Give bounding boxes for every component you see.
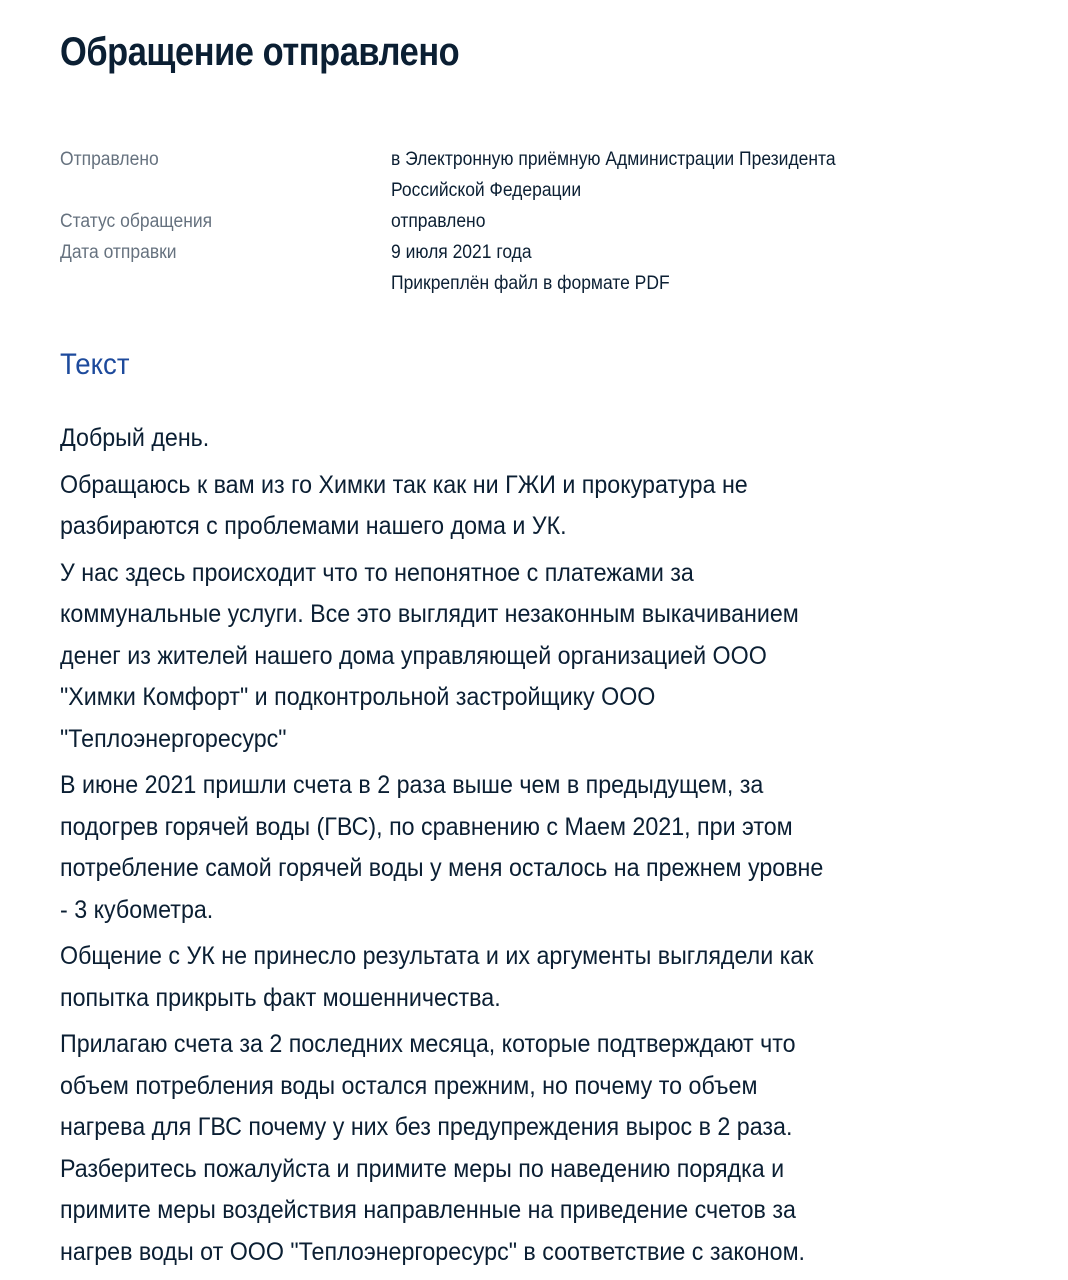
text-line: потребление самой горячей воды у меня осталось на прежнем уровне [60, 854, 824, 882]
text-line: В июне 2021 пришли счета в 2 раза выше чем в предыдущем, за [60, 771, 764, 799]
status-value [391, 206, 906, 237]
text-line: Добрый день. [60, 424, 210, 452]
text-line: подогрев горячей воды (ГВС), по сравнению с Маем 2021, при этом [60, 812, 793, 841]
text-line: примите меры воздействия направленные на приведение счетов за [60, 1196, 796, 1224]
detail-label: Статус обращения [60, 211, 213, 232]
appeal-details [60, 144, 1020, 299]
detail-row-date [60, 237, 1020, 299]
detail-row-sent-to [60, 144, 1020, 206]
detail-value-line: отправлено [391, 211, 486, 232]
text-line: Разберитесь пожалуйста и примите меры по наведению порядка и [60, 1154, 785, 1183]
detail-value-line: 9 июля 2021 года [391, 242, 532, 263]
date-value [391, 237, 906, 299]
detail-value [391, 144, 906, 206]
detail-value-line: в Электронную приёмную Администрации Президента [391, 149, 836, 170]
text-line: "Теплоэнергоресурс" [60, 724, 287, 753]
text-line: - 3 кубометра. [60, 895, 214, 924]
text-line: коммунальные услуги. Все это выглядит незаконным выкачиванием [60, 600, 799, 628]
detail-label: Дата отправки [60, 242, 177, 263]
detail-value-line: Российской Федерации [391, 180, 582, 201]
text-paragraph [60, 465, 1040, 548]
appeal-text [60, 418, 1040, 1278]
text-line: Общение с УК не принесло результата и их аргументы выглядели как [60, 942, 814, 970]
text-line: объем потребления воды остался прежним, но почему то объем [60, 1071, 758, 1100]
text-paragraph [60, 1024, 1040, 1273]
detail-label: Отправлено [60, 149, 159, 170]
text-paragraph [60, 553, 1040, 761]
text-line: нагрева для ГВС почему у них без предупреждения вырос в 2 раза. [60, 1113, 793, 1141]
text-line: разбираются с проблемами нашего дома и УК. [60, 512, 567, 540]
section-title: Текст [60, 348, 130, 381]
text-line: попытка прикрыть факт мошенничества. [60, 983, 501, 1012]
page-title: Обращение отправлено [60, 30, 460, 74]
text-line: денег из жителей нашего дома управляющей организацией ООО [60, 641, 767, 670]
text-line: Обращаюсь к вам из го Химки так как ни ГЖИ и прокуратура не [60, 470, 748, 499]
text-line: Прилагаю счета за 2 последних месяца, которые подтверждают что [60, 1030, 796, 1058]
text-line: У нас здесь происходит что то непонятное с платежами за [60, 558, 694, 587]
text-line: нагрев воды от ООО "Теплоэнергоресурс" в соответствие с законом. [60, 1237, 806, 1266]
text-paragraph [60, 765, 1040, 931]
text-paragraph [60, 418, 1040, 460]
text-paragraph [60, 936, 1040, 1019]
detail-row-status [60, 206, 1020, 237]
text-line: "Химки Комфорт" и подконтрольной застройщику ООО [60, 683, 656, 711]
attachment-note: Прикреплён файл в формате PDF [391, 273, 670, 294]
